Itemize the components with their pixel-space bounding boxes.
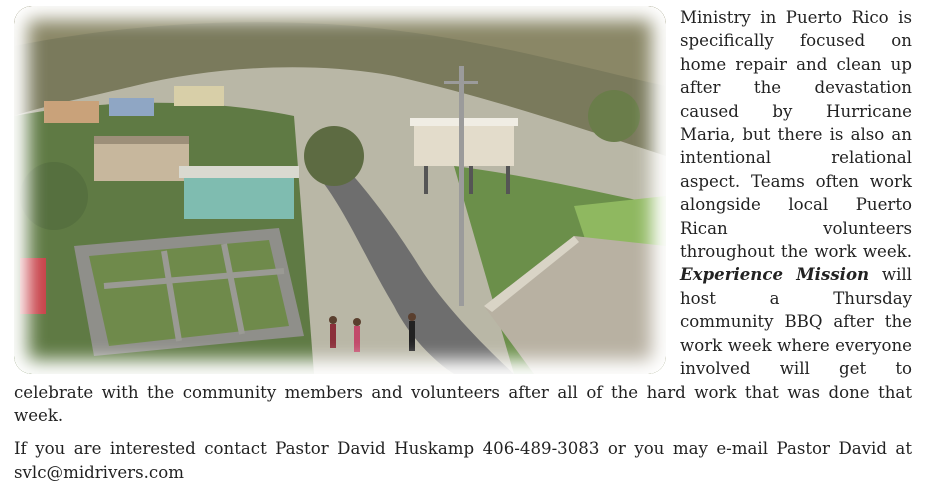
contact-paragraph: If you are interested contact Pastor David Huskamp 406-489-3083 or you may e-mail Pastor David at svlc@midrivers.com (14, 439, 912, 482)
paragraph-text-end: will host a Thursday community BBQ after the work week where everyone involved will get to celebrate with the community members and volunteers after all of the hard work that was done that week. (14, 265, 912, 425)
photo-illustration (14, 6, 666, 374)
hurricane-damage-photo (14, 6, 666, 374)
paragraph-text-start: Ministry in Puerto Rico is specifically focused on home repair and clean up after the devastation caused by Hurricane Maria, but there is also an intentional relational aspect. Teams often work alongside local Puerto Rican volunteers throughout the work week. (680, 8, 912, 262)
experience-mission-emphasis: Experience Mission (680, 264, 870, 285)
article-block (14, 6, 912, 484)
